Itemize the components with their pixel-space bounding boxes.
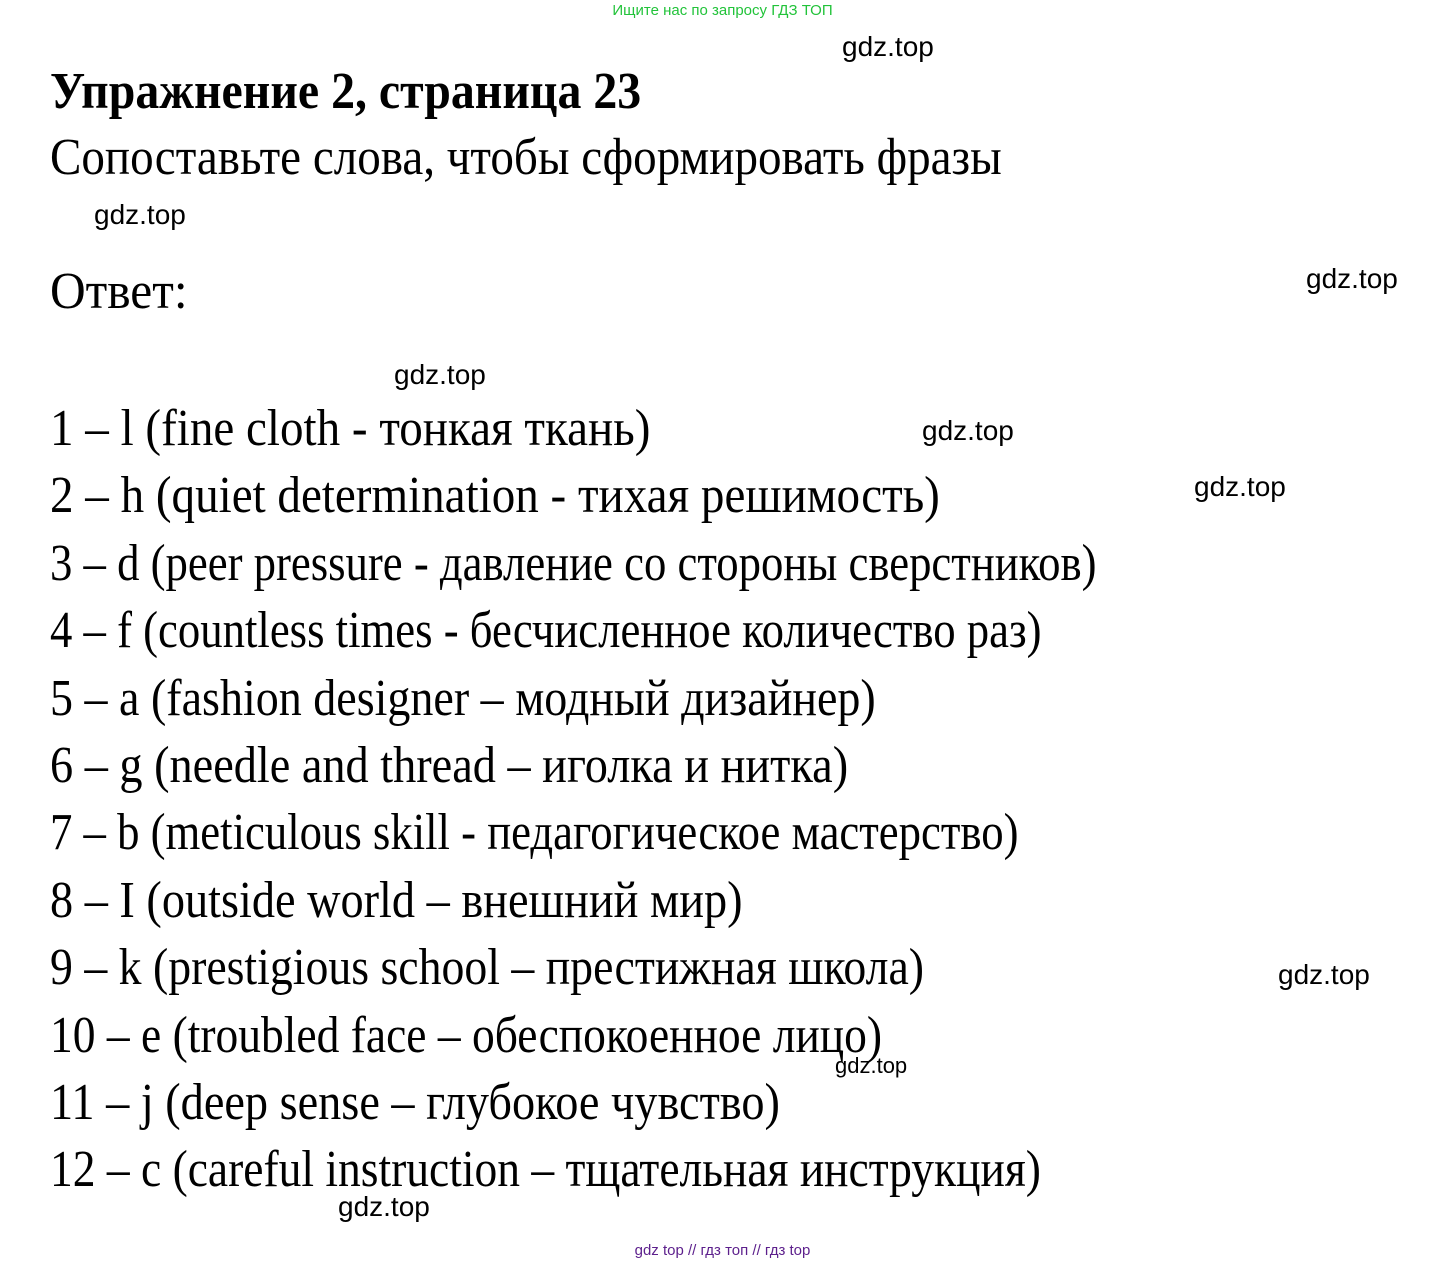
answer-item: 12 – c (careful instruction – тщательная инструкция) xyxy=(50,1141,1041,1199)
answer-item: 4 – f (countless times - бесчисленное количество раз) xyxy=(50,602,1042,660)
watermark: gdz.top xyxy=(1194,471,1286,502)
watermark: gdz.top xyxy=(338,1191,430,1222)
answer-item: 2 – h (quiet determination - тихая решимость) xyxy=(50,467,940,525)
promo-banner-top[interactable]: Ищите нас по запросу ГДЗ ТОП xyxy=(612,2,833,19)
promo-banner-bottom[interactable]: gdz top // гдз топ // гдз top xyxy=(634,1242,811,1259)
answer-item: 1 – l (fine cloth - тонкая ткань) xyxy=(50,400,651,457)
answer-list xyxy=(50,395,1267,1204)
answer-item: 7 – b (meticulous skill - педагогическое мастерство) xyxy=(50,804,1019,862)
answer-item: 8 – I (outside world – внешний мир) xyxy=(50,871,743,929)
watermark: gdz.top xyxy=(1306,263,1398,294)
watermark: gdz.top xyxy=(842,31,934,62)
answer-item: 11 – j (deep sense – глубокое чувство) xyxy=(50,1073,780,1131)
answer-label: Ответ: xyxy=(50,263,188,320)
answer-item: 9 – k (prestigious school – престижная школа) xyxy=(50,939,925,997)
exercise-instruction: Сопоставьте слова, чтобы сформировать фразы xyxy=(50,129,1002,186)
watermark: gdz.top xyxy=(94,199,186,230)
watermark: gdz.top xyxy=(835,1053,908,1078)
watermark: gdz.top xyxy=(1278,959,1370,990)
watermark: gdz.top xyxy=(922,415,1014,446)
answer-item: 5 – a (fashion designer – модный дизайнер) xyxy=(50,669,876,727)
page-title: Упражнение 2, страница 23 xyxy=(50,63,642,120)
answer-item: 3 – d (peer pressure - давление со стороны сверстников) xyxy=(50,534,1097,592)
answer-item: 6 – g (needle and thread – иголка и нитка) xyxy=(50,736,849,794)
answer-item: 10 – e (troubled face – обеспокоенное лицо) xyxy=(50,1006,883,1064)
watermark: gdz.top xyxy=(394,359,486,390)
